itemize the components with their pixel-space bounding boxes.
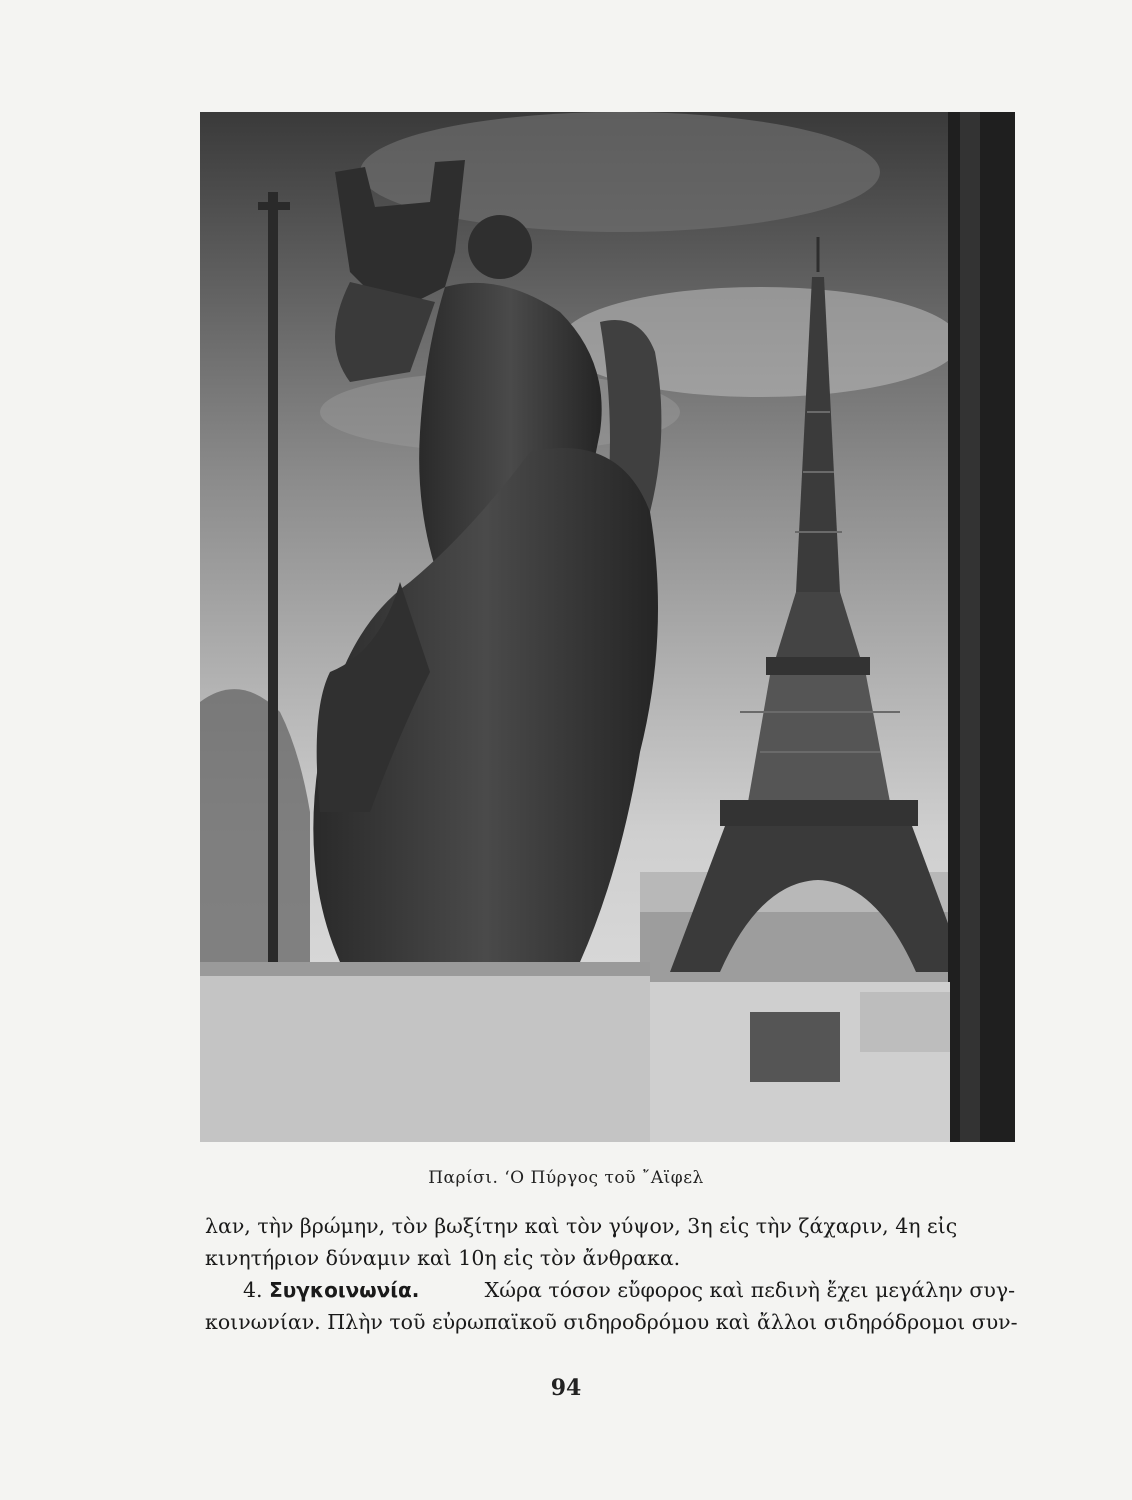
figure-caption: Παρίσι. ‘Ο Πύργος τοῦ ῎Αϊφελ: [428, 1168, 704, 1188]
text-line: κοινωνίαν. Πλὴν τοῦ εὐρωπαϊκοῦ σιδηροδρόμου καὶ ἄλλοι σιδηρόδρομοι συν-: [205, 1310, 1018, 1334]
page-number: 94: [550, 1375, 582, 1401]
photograph-eiffel-tower-statue: [200, 112, 1015, 1142]
body-text: [205, 1210, 1018, 1338]
text-line: κινητήριον δύναμιν καὶ 10η εἰς τὸν ἄνθρακα.: [205, 1246, 681, 1270]
text-line: λαν, τὴν βρώμην, τὸν βωξίτην καὶ τὸν γύψον, 3η εἰς τὴν ζάχαριν, 4η εἰς: [205, 1214, 958, 1238]
section-heading: Συγκοινωνία.: [269, 1278, 420, 1302]
text-line-section-4: [205, 1274, 1015, 1306]
section-text: Χώρα τόσον εὔφορος καὶ πεδινὴ ἔχει μεγάλην συγ-: [484, 1278, 1015, 1302]
section-number: 4.: [243, 1278, 263, 1302]
